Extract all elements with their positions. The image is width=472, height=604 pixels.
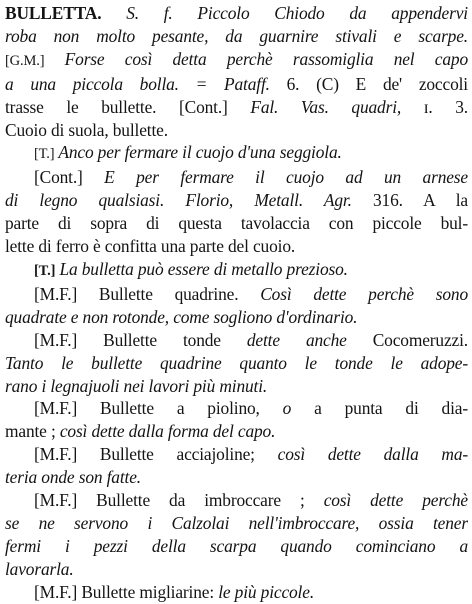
dictionary-entry: [5, 2, 468, 604]
entry-line: [5, 512, 468, 535]
entry-line: [5, 2, 468, 25]
entry-line: [5, 166, 468, 189]
entry-text: La bulletta può essere di metallo prezioso.: [55, 258, 348, 279]
entry-text: mante ;: [5, 421, 60, 442]
entry-text: così dette dalla forma del capo.: [59, 421, 276, 442]
entry-text: di legno qualsiasi. Florio, Metall. Agr.: [5, 190, 352, 211]
entry-line: [5, 25, 468, 48]
entry-text: [M.F.]: [34, 581, 78, 602]
entry-line: [5, 73, 468, 96]
entry-line: [5, 329, 468, 352]
entry-line: [5, 258, 468, 283]
entry-line: [5, 283, 468, 306]
entry-text: [M.F.]: [34, 398, 78, 419]
entry-text: [M.F.]: [34, 490, 78, 511]
entry-text: [M.F.]: [34, 329, 78, 350]
entry-text: [G.M.]: [5, 52, 45, 69]
entry-text: rano i legnajuoli nei lavori più minuti.: [5, 375, 268, 396]
entry-text: quadrate e non rotonde, come sogliono d'ordinario.: [5, 306, 358, 327]
entry-line: [5, 189, 468, 212]
entry-line: [5, 466, 468, 489]
entry-line: [5, 581, 468, 604]
entry-text: E per fermare il cuojo ad un arnese: [82, 167, 468, 188]
entry-text: le più piccole.: [218, 581, 315, 602]
entry-line: [5, 443, 468, 466]
entry-text: Forse così detta perchè rassomiglia nel capo: [44, 48, 468, 69]
entry-text: [Cont.]: [34, 167, 83, 188]
entry-text: [M.F.]: [34, 283, 78, 304]
entry-text: dette anche: [246, 329, 347, 350]
entry-text: a una piccola bolla. = Pataff.: [5, 73, 270, 94]
entry-text: trasse le bullette. [Cont.]: [5, 96, 251, 117]
entry-text: a punta di dia-: [291, 398, 468, 419]
entry-text: Così dette perchè sono: [260, 283, 468, 304]
entry-line: [5, 235, 468, 258]
entry-text: roba non molto pesante, da guarnire stivali e scarpe.: [5, 25, 468, 46]
entry-text: Bullette quadrine.: [77, 283, 261, 304]
entry-text: Bullette tonde: [77, 329, 247, 350]
entry-text: Tanto le bullette quadrine quanto le tonde le adope-: [5, 352, 468, 373]
entry-line: [5, 558, 468, 581]
entry-text: [M.F.]: [34, 444, 78, 465]
entry-line: [5, 535, 468, 558]
entry-line: [5, 420, 468, 443]
entry-text: Anco per fermare il cuojo d'una seggiola.: [54, 142, 342, 163]
entry-text: BULLETTA.: [5, 3, 102, 23]
entry-text: ɪ. 3.: [401, 96, 468, 117]
entry-text: Bullette migliarine:: [77, 581, 219, 602]
entry-text: lette di ferro è confitta una parte del cuoio.: [5, 236, 296, 257]
entry-line: [5, 397, 468, 420]
entry-text: così dette dalla ma-: [277, 444, 468, 465]
entry-text: 316. A la: [351, 190, 468, 211]
entry-text: S. f. Piccolo Chiodo da appendervi: [101, 3, 468, 23]
entry-text: o: [282, 398, 292, 419]
entry-text: teria onde son fatte.: [5, 467, 141, 488]
entry-line: [5, 96, 468, 119]
entry-text: Bullette acciajoline;: [77, 444, 278, 465]
entry-line: [5, 306, 468, 329]
entry-text: Cuoio di suola, bullette.: [5, 119, 168, 140]
entry-text: Bullette a piolino,: [77, 398, 283, 419]
entry-text: [T.]: [34, 262, 56, 279]
entry-text: Fal. Vas. quadri,: [250, 96, 402, 117]
entry-text: lavorarla.: [5, 558, 74, 579]
entry-line: [5, 375, 468, 398]
entry-text: 6. (C) E de' zoccoli: [269, 73, 468, 94]
entry-line: [5, 489, 468, 512]
entry-text: se ne servono i Calzolai nell'imbroccare, ossia tener: [5, 512, 468, 533]
entry-line: [5, 48, 468, 73]
entry-text: così dette perchè: [323, 490, 468, 511]
entry-line: [5, 352, 468, 375]
entry-text: Cocomeruzzi.: [346, 329, 468, 350]
entry-line: [5, 212, 468, 235]
entry-text: parte di sopra di questa tavolaccia con piccole bul-: [5, 213, 468, 234]
entry-text: [T.]: [34, 146, 55, 163]
entry-line: [5, 141, 468, 166]
entry-text: fermi i pezzi della scarpa quando cominciano a: [5, 535, 468, 556]
entry-line: [5, 119, 468, 142]
entry-text: Bullette da imbroccare ;: [77, 490, 324, 511]
